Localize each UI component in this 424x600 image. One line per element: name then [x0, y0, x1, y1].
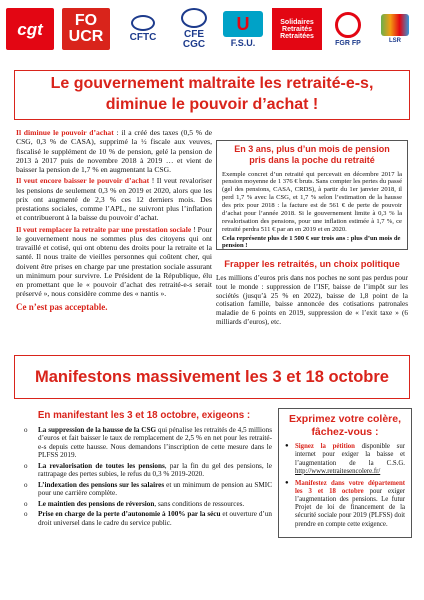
closing-statement: Ce n’est pas acceptable. [16, 301, 108, 312]
box-text: Exemple concret d’un retraité qui percevait en décembre 2017 la pension moyenne de 1 376 € bruts. Sans compter les pertes du passé (gel des pensions, CASA, CRDS), à partir du 1er janvier 2018, il perd 1,7 % avec la CSG, et 1,7 % selon l’estimation de la hausse des prix pour 2018 : la facture est de 561 € de perte de pouvoir d’achat pour l’année 2018. Si le gouvernement limite à 0,3 % la revalorisation des pensions, pour une inflation estimée à 1,7 %, ce retraité perdra 511 € par an en 2019 et en 2020. [222, 170, 403, 233]
list-item: o La revalorisation de toutes les pensions, par la fin du gel des pensions, le rattrapage des pertes subies, le refus du 0,3 % 2019-2020. [24, 461, 272, 479]
paragraph-text: ! Il veut revaloriser les pensions de seulement 0,3 % en 2019 et 2020, alors que les prix ont augmenté de 2,3 % ces 12 derniers mois. Des prestations sociales, comme l’APL, ne suivront plus l’inflation et contribueront à la baisse du pouvoir d’achat. [16, 176, 212, 223]
circle-bullet-icon: o [24, 499, 28, 508]
paragraph-text: : il a créé des taxes (0,5 % de CSG, 0,3 % de CASA), supprimé la ½ fiscale aux veuves, fiscalisé le supplément de 10 % de pension, gelé la pension de 2013 à 2017 puis de novembre 2018 à 2019 … et vient de baisser la pension de 1,7 % en augmentant la CSG. [16, 128, 212, 174]
dot-bullet-icon: ● [285, 479, 289, 486]
section-title: Frapper les retraités, un choix politique [224, 258, 400, 269]
fsu-logo: U F.S.U. [220, 8, 266, 50]
section-text: Les millions d’euros pris dans nos poches ne sont pas perdus pour tout le monde : suppression de l’ISF, baisse de l’impôt sur les sociétés (jusqu’à 25 % en 2022), baisse de 1,8 point de la cotisation famille, baisse annoncée des cotisations patronales maladie de 6 points en 2019, suppression de « l’exit taxe » (6 milliards d’euros), etc. [216, 274, 408, 326]
cftc-logo: CFTC [118, 8, 168, 50]
demands-list [16, 426, 272, 527]
paragraph-lead: Il veut remplacer la retraite par une prestation sociale [16, 224, 192, 234]
fgr-fp-logo: FGR FP [328, 8, 368, 50]
box-title-line1: En 3 ans, plus d’un mois de pension [234, 144, 390, 154]
action-title [285, 413, 405, 438]
circle-bullet-icon: o [24, 426, 28, 434]
box-title-line2: pris dans la poche du retraité [249, 155, 375, 166]
list-item: o La suppression de la hausse de la CSG qui pénalise les retraités de 4,5 millions d’euros et fait baisser le taux de remplacement de 2,5 % en net pour les retraité-e-s depuis cette hausse. Nous demandons l’inscription de cette mesure dans le PLFSS 2019. [24, 426, 272, 460]
main-title-line1: Le gouvernement maltraite les retraité-e-s, [50, 75, 374, 93]
action-title-line1: Exprimez votre colère, [288, 413, 402, 425]
dot-bullet-icon: ● [285, 443, 289, 450]
union-logos [6, 6, 418, 52]
paragraph-text: ! Pour le gouvernement nous ne sommes plus des citoyens qui ont travaillé et cotisé, qui ont obtenu des droits pour la retraite et la santé. Il nous traite de vieilles personnes qui coûtent cher, qui doivent être prises en charge par une prestation sociale assurant un minimum pour survivre. Le Président de la République, élu en promettant que le « pouvoir d’achat des retraité-e-s serait préservé », nous considère comme des « nantis ». [16, 224, 212, 299]
action-box [278, 408, 412, 538]
lsr-logo: LSR [372, 8, 418, 50]
pension-loss-box [216, 140, 408, 250]
demands-title: En manifestant les 3 et 18 octobre, exigeons : [37, 410, 251, 421]
paragraph-pouvoir-achat [16, 128, 212, 174]
list-item: o Prise en charge de la perte d’autonomie à 100% par la sécu et ouverture d’un droit universel dans le cadre du service public. [24, 510, 272, 527]
list-item: o Le maintien des pensions de réversion, sans conditions de ressources. [24, 499, 245, 508]
list-item-petition: ● Signez la pétition disponible sur internet pour exiger la baisse et l’augmentation de la C.S.G. http://www.retraitesencolere.fr/ [285, 443, 405, 475]
box-title [222, 144, 402, 167]
fo-ucr-logo: FO UCR [62, 8, 110, 50]
circle-bullet-icon: o [24, 510, 28, 519]
paragraph-baisse [16, 176, 212, 222]
paragraph-prestation [16, 225, 212, 299]
main-title-banner [14, 70, 410, 120]
cgt-logo: cgt [6, 8, 54, 50]
circle-bullet-icon: o [24, 461, 28, 470]
list-item: o L’indexation des pensions sur les salaires et un minimum de pension au SMIC pour une carrière complète. [24, 480, 272, 498]
action-title-line2: fâchez-vous : [311, 425, 379, 438]
political-choice-section [216, 258, 408, 327]
solidaires-logo: Solidaires Retraités Retraitées [272, 8, 322, 50]
paragraph-lead: Il veut encore baisser le pouvoir d’achat [16, 176, 150, 186]
action-list [285, 443, 405, 529]
paragraph-lead: Il diminue le pouvoir d’achat [16, 128, 114, 137]
mobilization-banner [14, 355, 410, 399]
box-conclusion: Cela représente plus de 1 500 € sur trois ans : plus d’un mois de pension ! [222, 234, 401, 249]
main-title-line2: diminue le pouvoir d’achat ! [105, 96, 319, 113]
cfe-cgc-logo: CFE CGC [172, 8, 216, 50]
mobilization-title: Manifestons massivement les 3 et 18 octobre [35, 367, 389, 386]
left-column [16, 128, 212, 312]
demands-section [16, 410, 272, 529]
list-item-manifestation: ● Manifestez dans votre département les 3 et 18 octobre pour exiger l’augmentation des pensions. Le futur Projet de loi de financement de la sécurité sociale pour 2019 (PLFSS) doit prendre en compte cette exigence. [285, 479, 406, 528]
petition-link[interactable]: http://www.retraitesencolere.fr/ [295, 467, 381, 475]
circle-bullet-icon: o [24, 480, 28, 489]
